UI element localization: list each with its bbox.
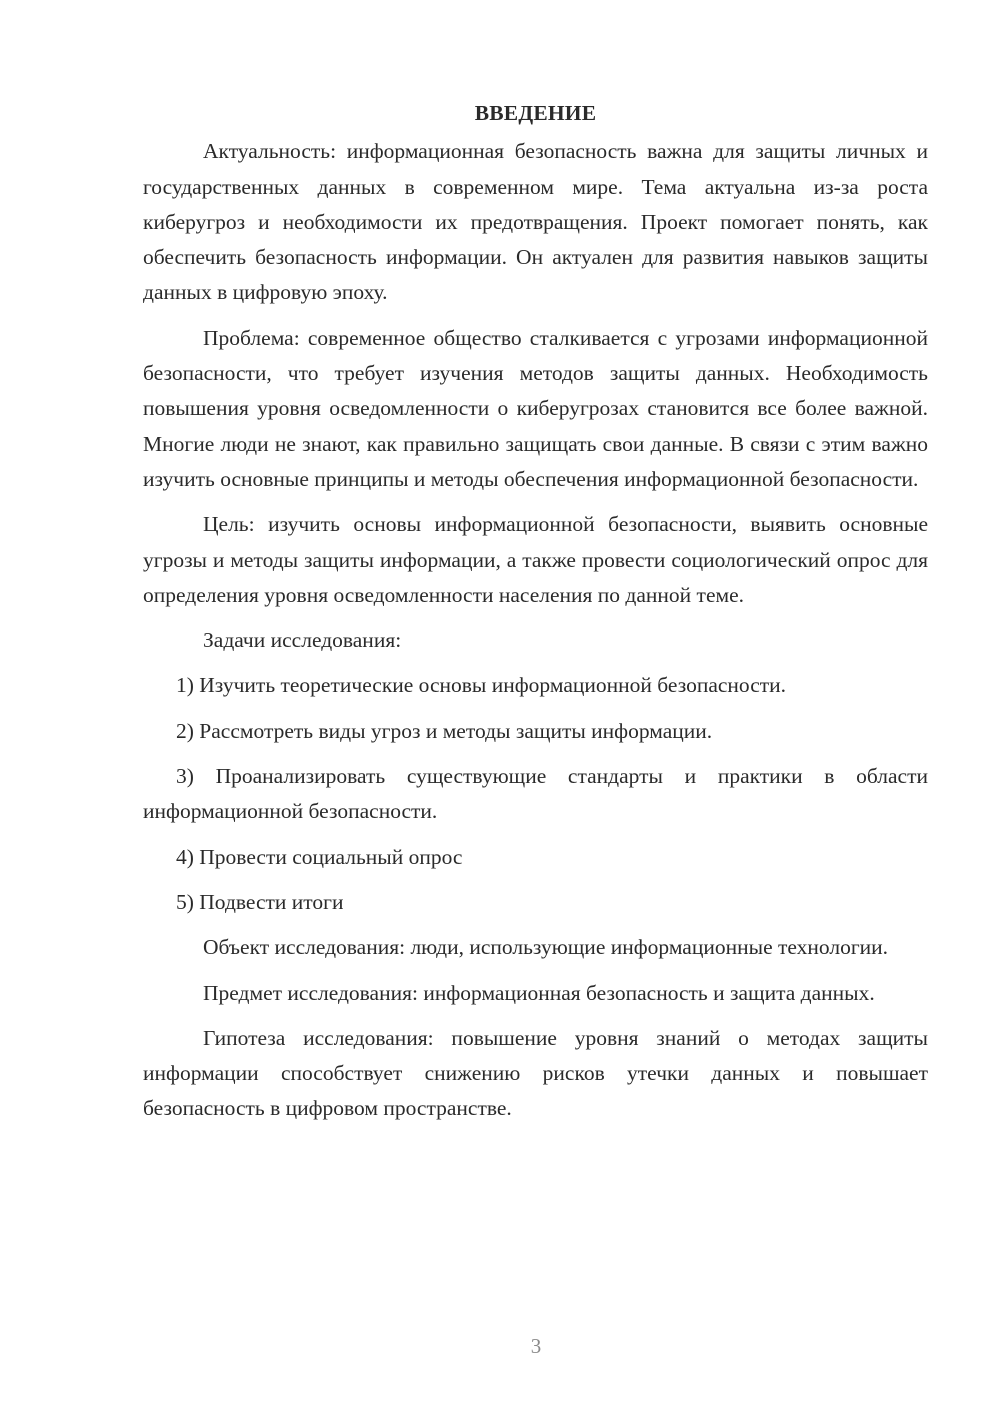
tasks-title: Задачи исследования: [203, 628, 402, 653]
task-item-4: 4) Провести социальный опрос [176, 844, 463, 869]
goal-paragraph: Цель: изучить основы информационной безопасности, выявить основные угрозы и методы защиты информации, а также провести социологический опрос для определения уровня осведомленности населения по данной теме. [143, 512, 928, 607]
task-item-1: 1) Изучить теоретические основы информационной безопасности. [176, 673, 787, 698]
task-item-5: 5) Подвести итоги [176, 889, 344, 914]
subject-paragraph: Предмет исследования: информационная безопасность и защита данных. [203, 980, 875, 1005]
task-item-3: 3) Проанализировать существующие стандарты и практики в области информационной безопасности. [143, 764, 928, 824]
relevance-paragraph: Актуальность: информационная безопасность важна для защиты личных и государственных данных в современном мире. Тема актуальна из-за роста киберугроз и необходимости их предотвращения. Проект помогает понять, как обеспечить безопасность информации. Он актуален для развития навыков защиты данных в цифровую эпоху. [143, 139, 928, 305]
problem-paragraph: Проблема: современное общество сталкивается с угрозами информационной безопасности, что требует изучения методов защиты данных. Необходимость повышения уровня осведомленности о киберугрозах становится все более важной. Многие люди не знают, как правильно защищать свои данные. В связи с этим важно изучить основные принципы и методы обеспечения информационной безопасности. [143, 325, 928, 491]
task-item-2: 2) Рассмотреть виды угроз и методы защиты информации. [176, 718, 713, 743]
object-paragraph: Объект исследования: люди, использующие информационные технологии. [203, 935, 889, 960]
hypothesis-paragraph: Гипотеза исследования: повышение уровня знаний о методах защиты информации способствует снижению рисков утечки данных и повышает безопасность в цифровом пространстве. [143, 1025, 928, 1121]
page-content [143, 96, 928, 1127]
page-number: 3 [530, 1334, 542, 1358]
section-heading: ВВЕДЕНИЕ [474, 101, 597, 125]
